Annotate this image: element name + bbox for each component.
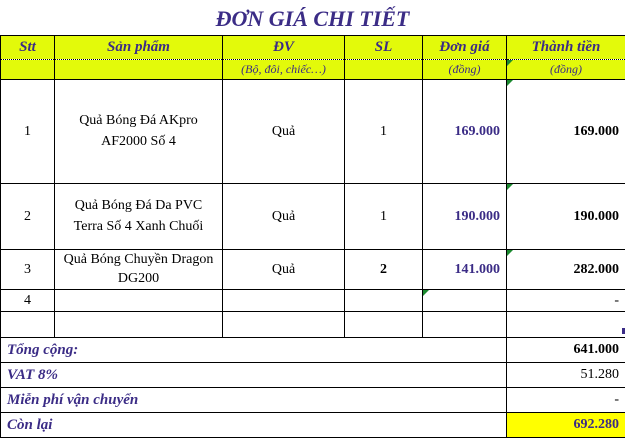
row-qty[interactable]: 1	[345, 184, 423, 250]
col-amount-header[interactable]: Thành tiền	[507, 36, 625, 60]
total-value[interactable]: 641.000	[507, 338, 625, 363]
product-line: Quả Bóng Đá AKpro	[61, 113, 216, 129]
row-stt[interactable]: 4	[1, 290, 55, 312]
row-unit[interactable]: Quả	[223, 80, 345, 184]
col-qty-header[interactable]: SL	[345, 36, 423, 60]
detail-table	[0, 35, 625, 438]
table-row	[1, 184, 625, 250]
row-amount[interactable]: 190.000	[507, 184, 625, 250]
header-row	[1, 36, 625, 60]
row-price[interactable]: 169.000	[423, 80, 507, 184]
row-product[interactable]	[55, 80, 223, 184]
col-stt-header[interactable]: Stt	[1, 36, 55, 60]
shipping-row	[1, 388, 625, 413]
page-title: ĐƠN GIÁ CHI TIẾT	[0, 0, 625, 35]
row-amount[interactable]: 169.000	[507, 80, 625, 184]
unit-note[interactable]: (Bộ, đôi, chiếc…)	[223, 60, 345, 80]
amount-note[interactable]: (đồng)	[507, 60, 625, 80]
col-unit-header[interactable]: ĐV	[223, 36, 345, 60]
row-amount[interactable]: -	[507, 290, 625, 312]
total-label[interactable]: Tổng cộng:	[1, 338, 507, 363]
row-unit[interactable]	[223, 290, 345, 312]
row-qty[interactable]	[345, 290, 423, 312]
table-row	[1, 250, 625, 290]
product-line: Quả Bóng Đá Da PVC	[61, 198, 216, 214]
table-row	[1, 80, 625, 184]
row-qty[interactable]: 2	[345, 250, 423, 290]
col-price-header[interactable]: Đơn giá	[423, 36, 507, 60]
row-price[interactable]	[423, 290, 507, 312]
remaining-value[interactable]: 692.280	[507, 413, 625, 438]
vat-row	[1, 363, 625, 388]
row-amount[interactable]: 282.000	[507, 250, 625, 290]
shipping-label[interactable]: Miễn phí vận chuyển	[1, 388, 507, 413]
vat-label[interactable]: VAT 8%	[1, 363, 507, 388]
product-line: DG200	[61, 271, 216, 287]
table-row	[1, 290, 625, 312]
product-line: Quả Bóng Chuyền Dragon	[61, 252, 216, 268]
product-line: AF2000 Số 4	[61, 134, 216, 150]
price-note[interactable]: (đồng)	[423, 60, 507, 80]
blank-row	[1, 312, 625, 338]
row-product[interactable]	[55, 290, 223, 312]
col-product-header[interactable]: Sản phẩm	[55, 36, 223, 60]
row-stt[interactable]: 1	[1, 80, 55, 184]
product-line: Terra Số 4 Xanh Chuối	[61, 219, 216, 235]
row-qty[interactable]: 1	[345, 80, 423, 184]
row-unit[interactable]: Quả	[223, 250, 345, 290]
remaining-row	[1, 413, 625, 438]
vat-value[interactable]: 51.280	[507, 363, 625, 388]
header-note-row	[1, 60, 625, 80]
row-stt[interactable]: 3	[1, 250, 55, 290]
row-product[interactable]	[55, 250, 223, 290]
row-stt[interactable]: 2	[1, 184, 55, 250]
row-price[interactable]: 190.000	[423, 184, 507, 250]
row-product[interactable]	[55, 184, 223, 250]
row-unit[interactable]: Quả	[223, 184, 345, 250]
remaining-label[interactable]: Còn lại	[1, 413, 507, 438]
total-row	[1, 338, 625, 363]
shipping-value[interactable]: -	[507, 388, 625, 413]
row-price[interactable]: 141.000	[423, 250, 507, 290]
